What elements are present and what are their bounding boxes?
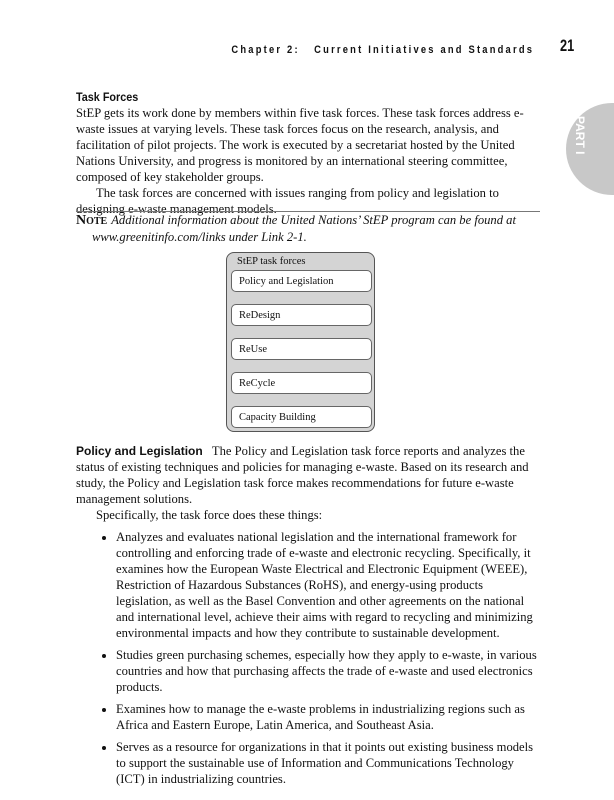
task-forces-diagram <box>226 252 375 432</box>
diagram-title: StEP task forces <box>237 256 306 267</box>
diagram-item: Policy and Legislation <box>231 270 372 292</box>
note <box>76 212 556 245</box>
list-item: • Serves as a resource for organizations in that it points out existing business models to support the sustainable use of Information and Communications Technology (ICT) in industrializing countries. <box>116 739 540 787</box>
diagram-item: ReCycle <box>231 372 372 394</box>
running-header: Chapter 2: Current Initiatives and Standards <box>231 44 534 56</box>
paragraph: StEP gets its work done by members within five task forces. These task forces address e-waste issues at varying levels. These task forces focus on the research, analysis, and facilitation of pilot projects. The work is executed by a secretariat hosted by the United Nations University, and progress is monitored by an international steering committee, composed of key stakeholder groups. <box>76 106 524 184</box>
list-item: • Analyzes and evaluates national legislation and the international framework for controlling and enforcing trade of e-waste and electronic recycling. Specifically, it examines how the European Waste Electrical and Electronic Equipment (WEEE), Restriction of Hazardous Substances (RoHS), and energy-using products legislation, as well as the Basel Convention and other agreements on the national and international level, achieve their aims with regard to recycling and minimizing environmental impacts and how they contribute to sustainable development. <box>116 529 540 641</box>
list-item: • Examines how to manage the e-waste problems in industrializing regions such as Africa and Eastern Europe, Latin America, and Southeast Asia. <box>116 701 540 733</box>
note-text: Additional information about the United Nations’ StEP program can be found at www.greenitinfo.com/links under Link 2-1. <box>92 213 516 244</box>
section-heading: Policy and Legislation <box>76 444 203 458</box>
policy-section <box>76 443 540 793</box>
diagram-item: ReDesign <box>231 304 372 326</box>
list-item: • Studies green purchasing schemes, especially how they apply to e-waste, in various countries and how that purchasing affects the trade of e-waste and used electronics products. <box>116 647 540 695</box>
diagram-item: ReUse <box>231 338 372 360</box>
paragraph: The Policy and Legislation task force reports and analyzes the status of existing techniques and policies for managing e-waste. Based on its research and study, the Policy and Legislation task force makes recommendations for future e-waste management solutions. <box>76 444 529 506</box>
page-number: 21 <box>560 36 575 55</box>
section-heading: Task Forces <box>76 90 139 104</box>
paragraph: The task forces are concerned with issues ranging from policy and legislation to designing e-waste management models. <box>76 186 499 216</box>
task-forces-section <box>76 89 540 217</box>
note-label: Note <box>76 213 108 228</box>
bullet-list <box>76 529 540 787</box>
paragraph: Specifically, the task force does these things: <box>96 508 323 522</box>
part-tab-label: PART I <box>573 116 587 155</box>
diagram-item: Capacity Building <box>231 406 372 428</box>
